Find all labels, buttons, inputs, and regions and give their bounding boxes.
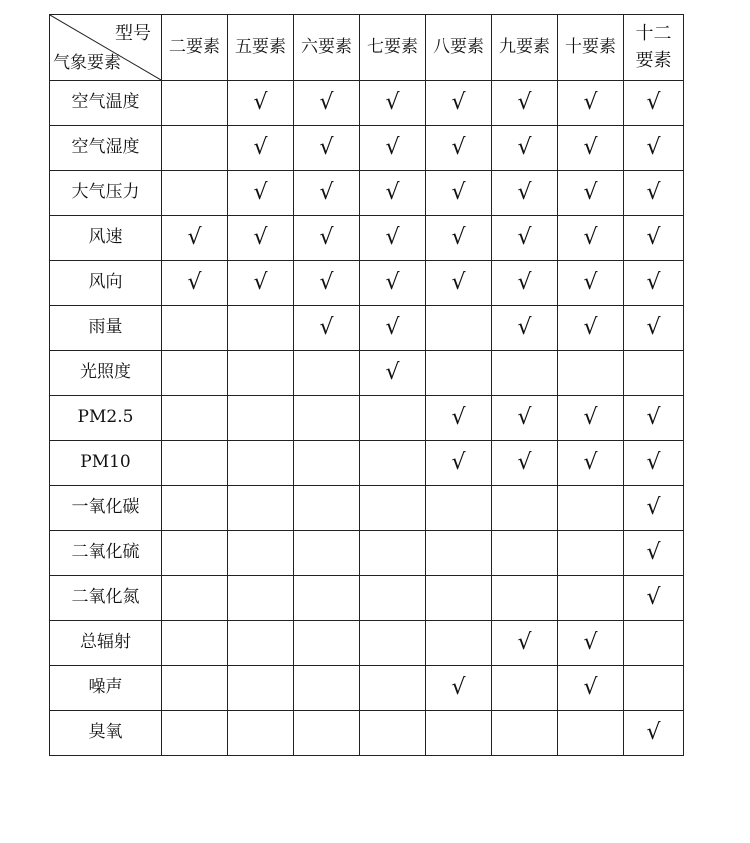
check-cell xyxy=(228,441,294,486)
check-cell xyxy=(426,486,492,531)
check-cell: √ xyxy=(360,126,426,171)
check-cell xyxy=(162,126,228,171)
table-row xyxy=(50,81,684,126)
check-cell: √ xyxy=(492,171,558,216)
element-name: 二氧化氮 xyxy=(50,576,162,621)
check-cell xyxy=(360,711,426,756)
check-cell xyxy=(294,531,360,576)
check-cell xyxy=(360,396,426,441)
check-cell xyxy=(492,711,558,756)
check-cell: √ xyxy=(294,306,360,351)
check-cell xyxy=(228,351,294,396)
table-row xyxy=(50,396,684,441)
model-header: 九要素 xyxy=(492,15,558,81)
check-cell: √ xyxy=(294,81,360,126)
element-name: 光照度 xyxy=(50,351,162,396)
table-row xyxy=(50,441,684,486)
element-name: 雨量 xyxy=(50,306,162,351)
check-cell xyxy=(426,711,492,756)
check-cell xyxy=(294,666,360,711)
check-cell xyxy=(360,621,426,666)
table-row xyxy=(50,531,684,576)
check-cell xyxy=(228,711,294,756)
check-cell: √ xyxy=(558,261,624,306)
check-cell: √ xyxy=(624,81,684,126)
check-cell: √ xyxy=(624,531,684,576)
check-cell: √ xyxy=(162,261,228,306)
check-cell xyxy=(162,81,228,126)
check-cell xyxy=(558,486,624,531)
check-cell: √ xyxy=(228,261,294,306)
check-cell: √ xyxy=(558,621,624,666)
check-cell xyxy=(624,666,684,711)
check-cell xyxy=(558,531,624,576)
check-cell xyxy=(294,621,360,666)
check-cell xyxy=(360,486,426,531)
element-name: 大气压力 xyxy=(50,171,162,216)
check-cell xyxy=(228,306,294,351)
check-cell: √ xyxy=(492,126,558,171)
table-row xyxy=(50,171,684,216)
check-cell xyxy=(426,531,492,576)
check-cell: √ xyxy=(558,81,624,126)
element-name: 风向 xyxy=(50,261,162,306)
check-cell: √ xyxy=(492,621,558,666)
check-cell: √ xyxy=(624,171,684,216)
check-cell xyxy=(492,666,558,711)
check-cell xyxy=(162,666,228,711)
model-header: 八要素 xyxy=(426,15,492,81)
element-name: 一氧化碳 xyxy=(50,486,162,531)
check-cell: √ xyxy=(294,216,360,261)
table-row xyxy=(50,666,684,711)
element-name: PM2.5 xyxy=(50,396,162,441)
check-cell: √ xyxy=(426,666,492,711)
check-cell: √ xyxy=(624,396,684,441)
check-cell xyxy=(492,531,558,576)
check-cell xyxy=(492,576,558,621)
check-cell: √ xyxy=(228,81,294,126)
check-cell xyxy=(624,621,684,666)
check-cell: √ xyxy=(558,171,624,216)
check-cell xyxy=(426,351,492,396)
check-cell: √ xyxy=(492,441,558,486)
check-cell xyxy=(624,351,684,396)
check-cell: √ xyxy=(228,126,294,171)
check-cell: √ xyxy=(624,486,684,531)
check-cell xyxy=(558,711,624,756)
check-cell: √ xyxy=(624,441,684,486)
check-cell: √ xyxy=(558,441,624,486)
check-cell: √ xyxy=(228,171,294,216)
check-cell: √ xyxy=(294,126,360,171)
element-axis-label: 气象要素 xyxy=(53,53,121,74)
check-cell: √ xyxy=(360,171,426,216)
check-cell: √ xyxy=(492,306,558,351)
model-header: 五要素 xyxy=(228,15,294,81)
model-header xyxy=(624,15,684,81)
check-cell xyxy=(162,441,228,486)
model-header: 十要素 xyxy=(558,15,624,81)
table-row xyxy=(50,126,684,171)
header-row xyxy=(50,15,684,81)
check-cell xyxy=(426,621,492,666)
check-cell xyxy=(228,576,294,621)
model-header: 二要素 xyxy=(162,15,228,81)
check-cell: √ xyxy=(492,396,558,441)
table-row xyxy=(50,576,684,621)
check-cell xyxy=(294,486,360,531)
check-cell: √ xyxy=(360,81,426,126)
check-cell: √ xyxy=(360,261,426,306)
check-cell: √ xyxy=(624,306,684,351)
element-name: PM10 xyxy=(50,441,162,486)
table-row xyxy=(50,486,684,531)
model-header: 六要素 xyxy=(294,15,360,81)
check-cell xyxy=(360,576,426,621)
check-cell xyxy=(492,486,558,531)
check-cell: √ xyxy=(624,711,684,756)
check-cell xyxy=(162,711,228,756)
check-cell: √ xyxy=(558,306,624,351)
check-cell: √ xyxy=(228,216,294,261)
check-cell xyxy=(228,396,294,441)
check-cell xyxy=(294,576,360,621)
check-cell xyxy=(162,396,228,441)
check-cell xyxy=(360,666,426,711)
check-cell xyxy=(162,351,228,396)
check-cell xyxy=(162,171,228,216)
table-row xyxy=(50,621,684,666)
check-cell: √ xyxy=(360,351,426,396)
check-cell: √ xyxy=(558,666,624,711)
check-cell xyxy=(294,396,360,441)
model-axis-label: 型号 xyxy=(115,23,151,44)
model-header-label: 十二要素 xyxy=(635,23,672,71)
check-cell xyxy=(162,306,228,351)
table-row xyxy=(50,351,684,396)
element-name: 总辐射 xyxy=(50,621,162,666)
check-cell: √ xyxy=(426,81,492,126)
check-cell xyxy=(492,351,558,396)
check-cell xyxy=(558,351,624,396)
check-cell: √ xyxy=(492,81,558,126)
check-cell: √ xyxy=(294,261,360,306)
check-cell xyxy=(228,486,294,531)
check-cell: √ xyxy=(624,126,684,171)
check-cell: √ xyxy=(492,216,558,261)
check-cell xyxy=(360,441,426,486)
table-row xyxy=(50,711,684,756)
check-cell xyxy=(162,531,228,576)
check-cell xyxy=(426,576,492,621)
corner-header-cell xyxy=(50,15,162,81)
check-cell: √ xyxy=(624,216,684,261)
check-cell: √ xyxy=(624,261,684,306)
model-header: 七要素 xyxy=(360,15,426,81)
check-cell: √ xyxy=(294,171,360,216)
check-cell xyxy=(228,621,294,666)
check-cell xyxy=(162,486,228,531)
check-cell xyxy=(294,711,360,756)
check-cell xyxy=(294,351,360,396)
check-cell: √ xyxy=(558,216,624,261)
model-element-table xyxy=(49,14,684,756)
check-cell xyxy=(228,666,294,711)
check-cell: √ xyxy=(558,396,624,441)
check-cell: √ xyxy=(492,261,558,306)
check-cell: √ xyxy=(360,306,426,351)
check-cell: √ xyxy=(426,261,492,306)
check-cell: √ xyxy=(360,216,426,261)
element-name: 空气湿度 xyxy=(50,126,162,171)
check-cell xyxy=(162,576,228,621)
check-cell: √ xyxy=(426,396,492,441)
check-cell xyxy=(162,621,228,666)
table-row xyxy=(50,261,684,306)
check-cell: √ xyxy=(162,216,228,261)
check-cell: √ xyxy=(426,126,492,171)
element-name: 风速 xyxy=(50,216,162,261)
check-cell xyxy=(558,576,624,621)
check-cell: √ xyxy=(624,576,684,621)
element-name: 噪声 xyxy=(50,666,162,711)
check-cell xyxy=(294,441,360,486)
check-cell xyxy=(360,531,426,576)
table-row xyxy=(50,306,684,351)
check-cell: √ xyxy=(426,216,492,261)
table-row xyxy=(50,216,684,261)
element-name: 二氧化硫 xyxy=(50,531,162,576)
check-cell: √ xyxy=(426,441,492,486)
element-name: 臭氧 xyxy=(50,711,162,756)
check-cell: √ xyxy=(426,171,492,216)
element-name: 空气温度 xyxy=(50,81,162,126)
check-cell: √ xyxy=(558,126,624,171)
check-cell xyxy=(228,531,294,576)
check-cell xyxy=(426,306,492,351)
